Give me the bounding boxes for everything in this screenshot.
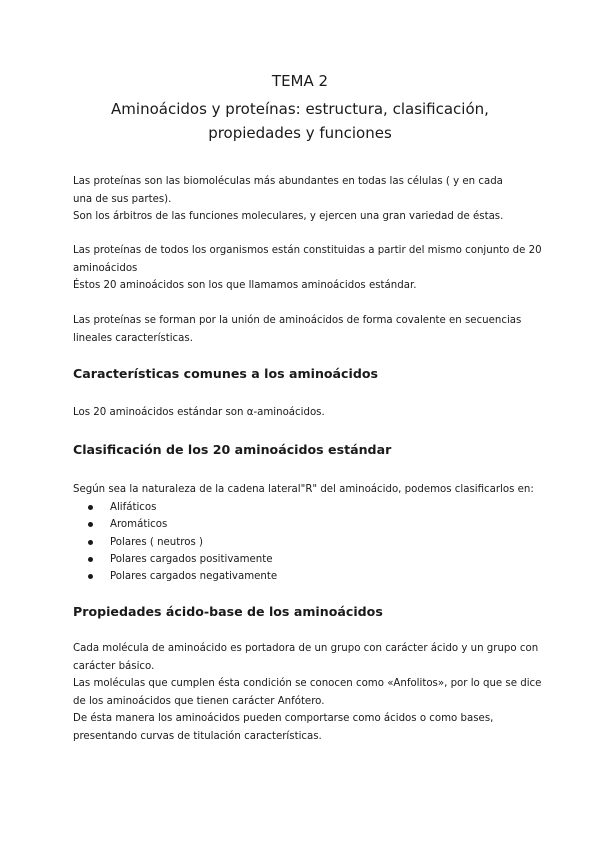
- list-item-label: Aromáticos: [110, 519, 168, 531]
- acid-base-paragraph: [73, 640, 542, 745]
- text-line: Las proteínas se forman por la unión de aminoácidos de forma covalente en secuencias: [73, 315, 522, 326]
- list-item: [88, 516, 277, 533]
- list-item-label: Polares cargados positivamente: [110, 553, 273, 565]
- text-line: una de sus partes).: [73, 193, 172, 205]
- text-line: Las proteínas de todos los organismos están constituidas a partir del mismo conjunto de 20: [73, 245, 542, 256]
- page-title-line-1: Aminoácidos y proteínas: estructura, clasificación,: [111, 100, 489, 118]
- classification-list: [88, 499, 277, 585]
- section-heading-classification: Clasificación de los 20 aminoácidos estándar: [73, 442, 392, 457]
- list-item: [88, 534, 277, 551]
- text-line: de los aminoácidos que tienen carácter Anfótero.: [73, 695, 325, 707]
- bullet-icon: [88, 522, 93, 527]
- text-line: Son los árbitros de las funciones moleculares, y ejercen una gran variedad de éstas.: [73, 211, 504, 222]
- text-line: Según sea la naturaleza de la cadena lateral"R" del aminoácido, podemos clasificarlos en:: [73, 484, 534, 495]
- text-line: Las moléculas que cumplen ésta condición se conocen como «Anfolitos», por lo que se dice: [73, 678, 542, 689]
- intro-paragraph-1: [73, 173, 527, 226]
- text-line: De ésta manera los aminoácidos pueden comportarse como ácidos o como bases,: [73, 713, 494, 724]
- list-item: [88, 499, 277, 516]
- intro-paragraph-2: [73, 242, 542, 295]
- bullet-icon: [88, 505, 93, 510]
- text-line: presentando curvas de titulación características.: [73, 730, 322, 742]
- bullet-icon: [88, 540, 93, 545]
- list-item-label: Polares cargados negativamente: [110, 571, 278, 583]
- list-item: [88, 568, 277, 585]
- text-line: Las proteínas son las biomoléculas más abundantes en todas las células ( y en cada: [73, 176, 503, 187]
- characteristics-text: [73, 404, 527, 422]
- text-line: Los 20 aminoácidos estándar son α-aminoácidos.: [73, 407, 325, 418]
- classification-text: [73, 481, 534, 499]
- intro-paragraph-3: [73, 312, 527, 347]
- bullet-icon: [88, 574, 93, 579]
- text-line: aminoácidos: [73, 262, 138, 274]
- section-heading-characteristics: Características comunes a los aminoácidos: [73, 366, 379, 381]
- text-line: carácter básico.: [73, 660, 155, 672]
- text-line: Éstos 20 aminoácidos son los que llamamos aminoácidos estándar.: [73, 280, 417, 291]
- section-heading-acid-base: Propiedades ácido-base de los aminoácidos: [73, 604, 383, 619]
- list-item-label: Alifáticos: [110, 502, 157, 513]
- list-item-label: Polares ( neutros ): [110, 536, 203, 548]
- text-line: lineales características.: [73, 332, 193, 344]
- bullet-icon: [88, 557, 93, 562]
- text-line: Cada molécula de aminoácido es portadora de un grupo con carácter ácido y un grupo con: [73, 643, 539, 654]
- page-title-line-2: propiedades y funciones: [208, 124, 392, 142]
- topic-number: TEMA 2: [271, 72, 329, 90]
- list-item: [88, 551, 277, 568]
